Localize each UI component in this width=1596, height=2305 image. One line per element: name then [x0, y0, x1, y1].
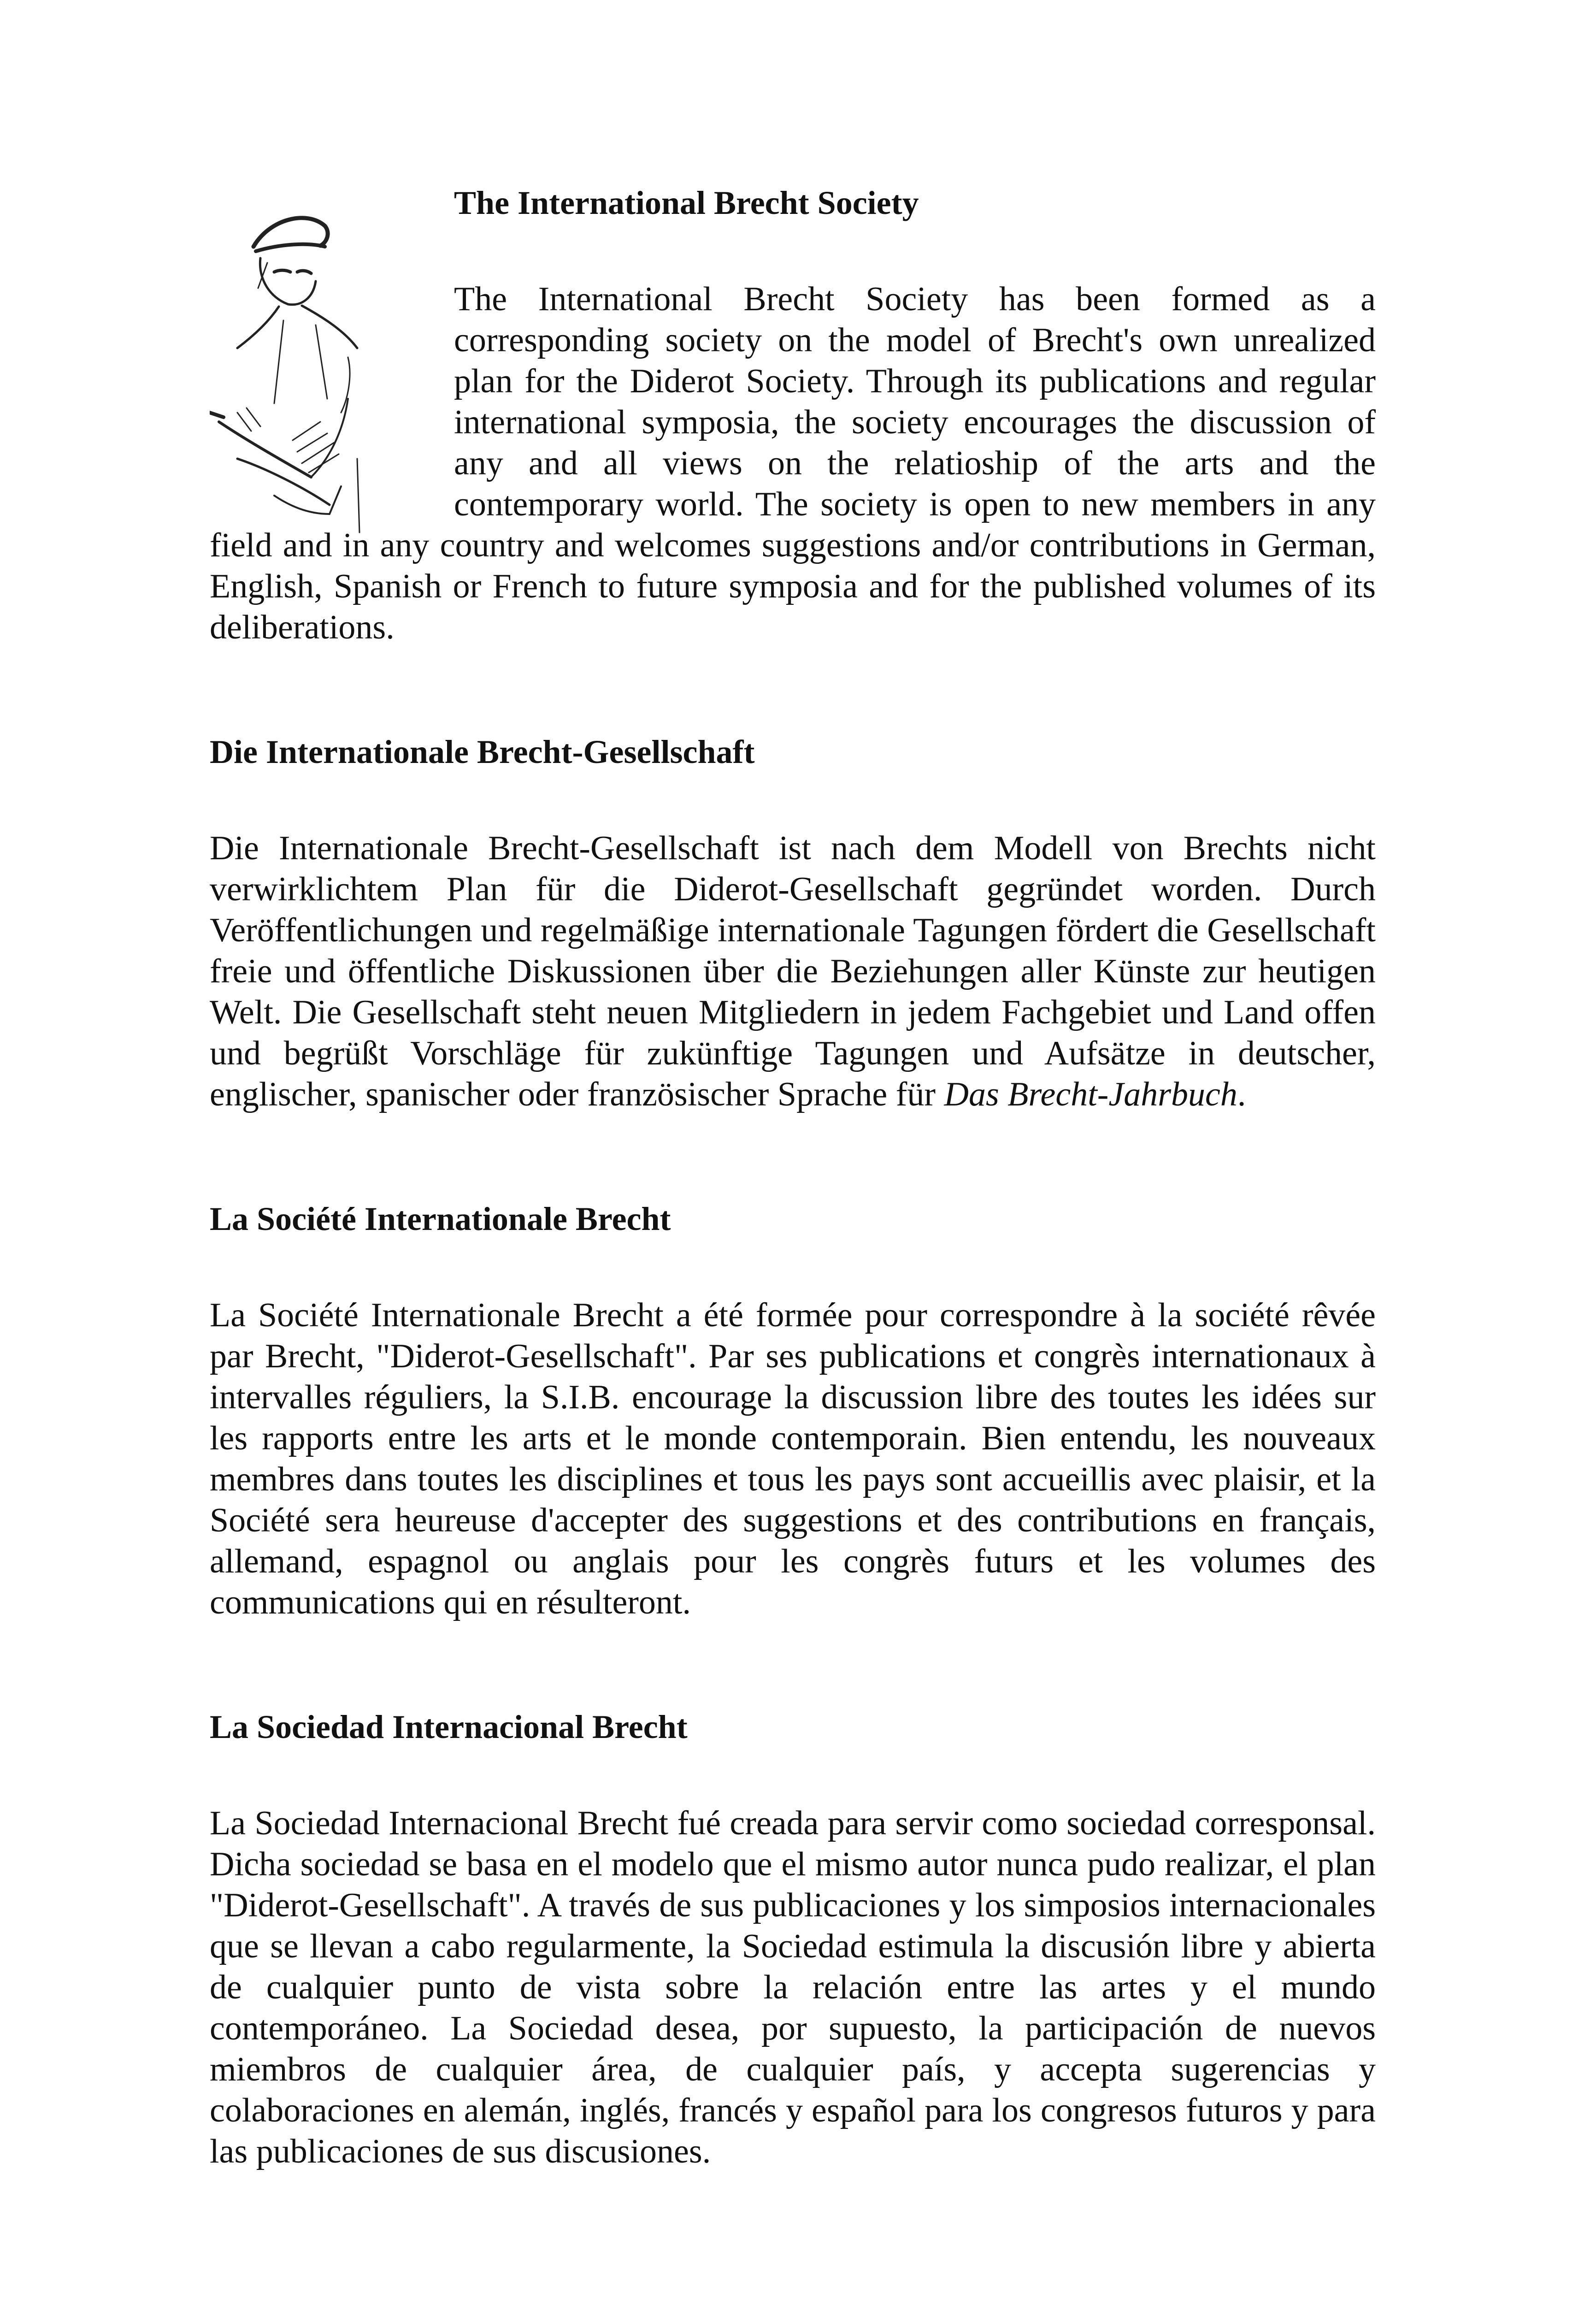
spanish-heading: La Sociedad Internacional Brecht	[210, 1708, 688, 1745]
brecht-portrait-sketch-icon	[210, 182, 431, 551]
german-heading: Die Internationale Brecht-Gesellschaft	[210, 733, 755, 770]
spanish-section	[210, 1706, 1376, 2172]
english-paragraph: The International Brecht Society has been formed as a corresponding society on the model of Brecht's own unrealized plan for the Diderot Society. Through its publications and regular international symposia, the society encourages the discussion of any and all views on the relatioship of the arts and the contemporary world. The society is open to new members in any field and in any country and welcomes suggestions and/or contributions in German, English, Spanish or French to future symposia and for the published volumes of its deliberations.	[210, 280, 1376, 646]
german-paragraph-text: Die Internationale Brecht-Gesellschaft ist nach dem Modell von Brechts nicht verwirklichtem Plan für die Diderot-Gesellschaft gegründet worden. Durch Veröffentlichungen und regelmäßige internationale Tagungen fördert die Gesellschaft freie und öffentliche Diskussionen über die Beziehungen aller Künste zur heutigen Welt. Die Gesellschaft steht neuen Mitgliedern in jedem Fachgebiet und Land offen und begrüßt Vorschläge für zukünftige Tagungen und Aufsätze in deutscher, englischer, spanischer oder französischer Sprache für	[210, 829, 1376, 1113]
english-heading: The International Brecht Society	[454, 184, 919, 221]
german-paragraph	[210, 828, 1376, 1115]
document-page	[210, 182, 1376, 2172]
french-paragraph: La Société Internationale Brecht a été formée pour correspondre à la société rêvée par Brecht, "Diderot-Gesellschaft". Par ses publications et congrès internationaux à intervalles réguliers, la S.I.B. encourage la discussion libre des toutes les idées sur les rapports entre les arts et le monde contemporain. Bien entendu, les nouveaux membres dans toutes les disciplines et tous les pays sont accueillis avec plaisir, et la Société sera heureuse d'accepter des suggestions et des contributions en français, allemand, espagnol ou anglais pour les congrès futurs et les volumes des communications qui en résulteront.	[210, 1296, 1376, 1621]
german-paragraph-end: .	[1237, 1076, 1246, 1113]
french-section	[210, 1198, 1376, 1623]
journal-title: Das Brecht-Jahrbuch	[944, 1076, 1237, 1113]
french-heading: La Société Internationale Brecht	[210, 1200, 671, 1237]
german-section	[210, 731, 1376, 1115]
spanish-paragraph: La Sociedad Internacional Brecht fué creada para servir como sociedad corresponsal. Dicha sociedad se basa en el modelo que el mismo autor nunca pudo realizar, el plan "Diderot-Gesellschaft". A través de sus publicaciones y los simposios internacionales que se llevan a cabo regularmente, la Sociedad estimula la discusión libre y abierta de cualquier punto de vista sobre la relación entre las artes y el mundo contemporáneo. La Sociedad desea, por supuesto, la participación de nuevos miembros de cualquier área, de cualquier país, y accepta sugerencias y colaboraciones en alemán, inglés, francés y español para los congresos futuros y para las publicaciones de sus discusiones.	[210, 1804, 1376, 2170]
